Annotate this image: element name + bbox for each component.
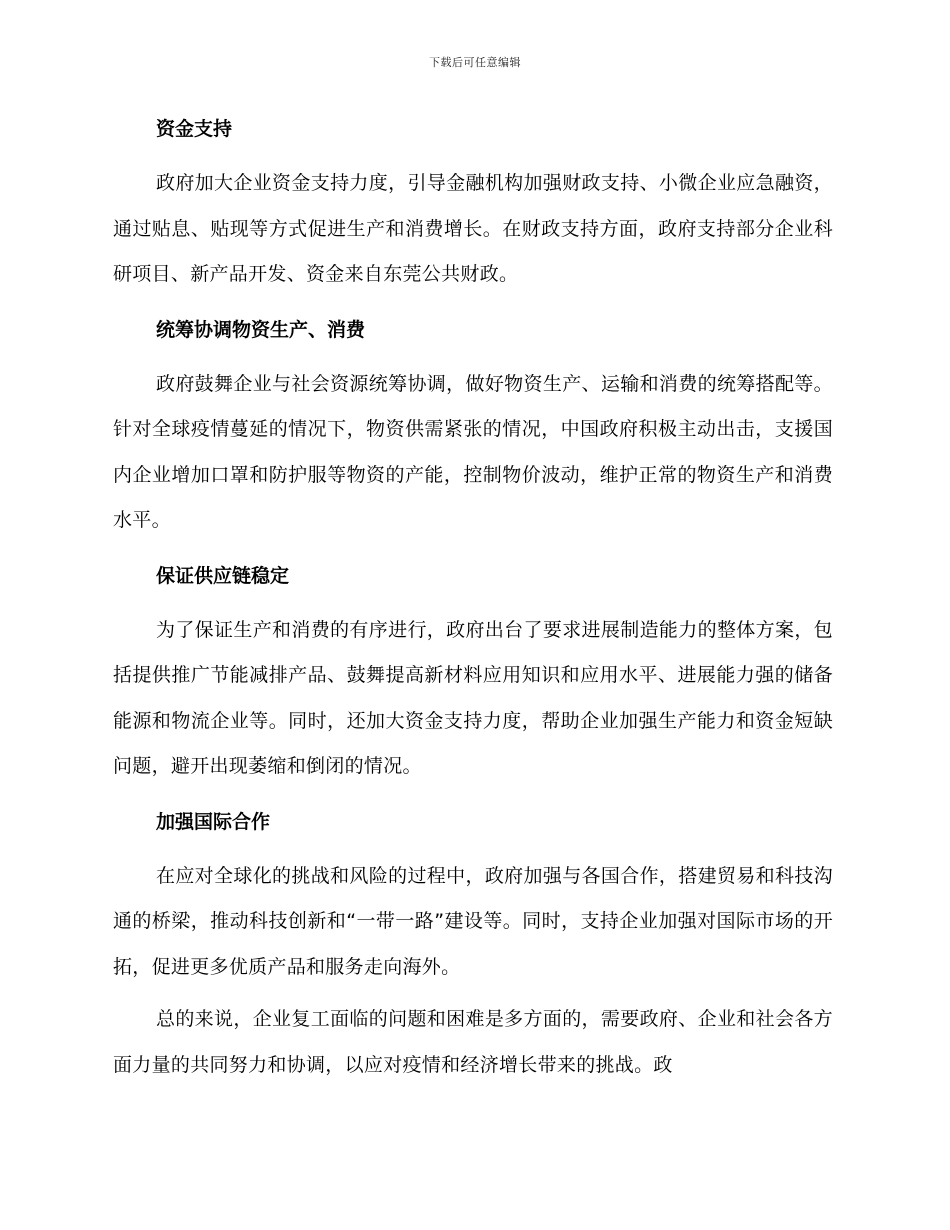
section-paragraph-funding: 政府加大企业资金支持力度，引导金融机构加强财政支持、小微企业应急融资，通过贴息、贴现等方式促进生产和消费增长。在财政支持方面，政府支持部分企业科研项目、新产品开发、资金来自东莞公共财政。 [113, 172, 833, 285]
closing-paragraph: 总的来说，企业复工面临的问题和困难是多方面的，需要政府、企业和社会各方面力量的共同努力和协调，以应对疫情和经济增长带来的挑战。政 [113, 1008, 833, 1076]
section-paragraph-supply-chain: 为了保证生产和消费的有序进行，政府出台了要求进展制造能力的整体方案，包括提供推广节能减排产品、鼓舞提高新材料应用知识和应用水平、进展能力强的储备能源和物流企业等。同时，还加大资金支持力度，帮助企业加强生产能力和资金短缺问题，避开出现萎缩和倒闭的情况。 [113, 618, 833, 777]
section-heading-coordination: 统筹协调物资生产、消费 [156, 318, 366, 341]
document-body [113, 112, 833, 1088]
section-paragraph-international: 在应对全球化的挑战和风险的过程中，政府加强与各国合作，搭建贸易和科技沟通的桥梁，推动科技创新和“一带一路”建设等。同时，支持企业加强对国际市场的开拓，促进更多优质产品和服务走向海外。 [113, 864, 833, 978]
page-header-note: 下载后可任意编辑 [429, 56, 521, 69]
section-heading-supply-chain: 保证供应链稳定 [156, 564, 290, 587]
section-heading-funding: 资金支持 [156, 118, 233, 140]
section-paragraph-coordination: 政府鼓舞企业与社会资源统筹协调，做好物资生产、运输和消费的统筹搭配等。针对全球疫情蔓延的情况下，物资供需紧张的情况，中国政府积极主动出击，支援国内企业增加口罩和防护服等物资的产能，控制物价波动，维护正常的物资生产和消费水平。 [113, 372, 833, 531]
section-heading-international: 加强国际合作 [156, 810, 271, 833]
